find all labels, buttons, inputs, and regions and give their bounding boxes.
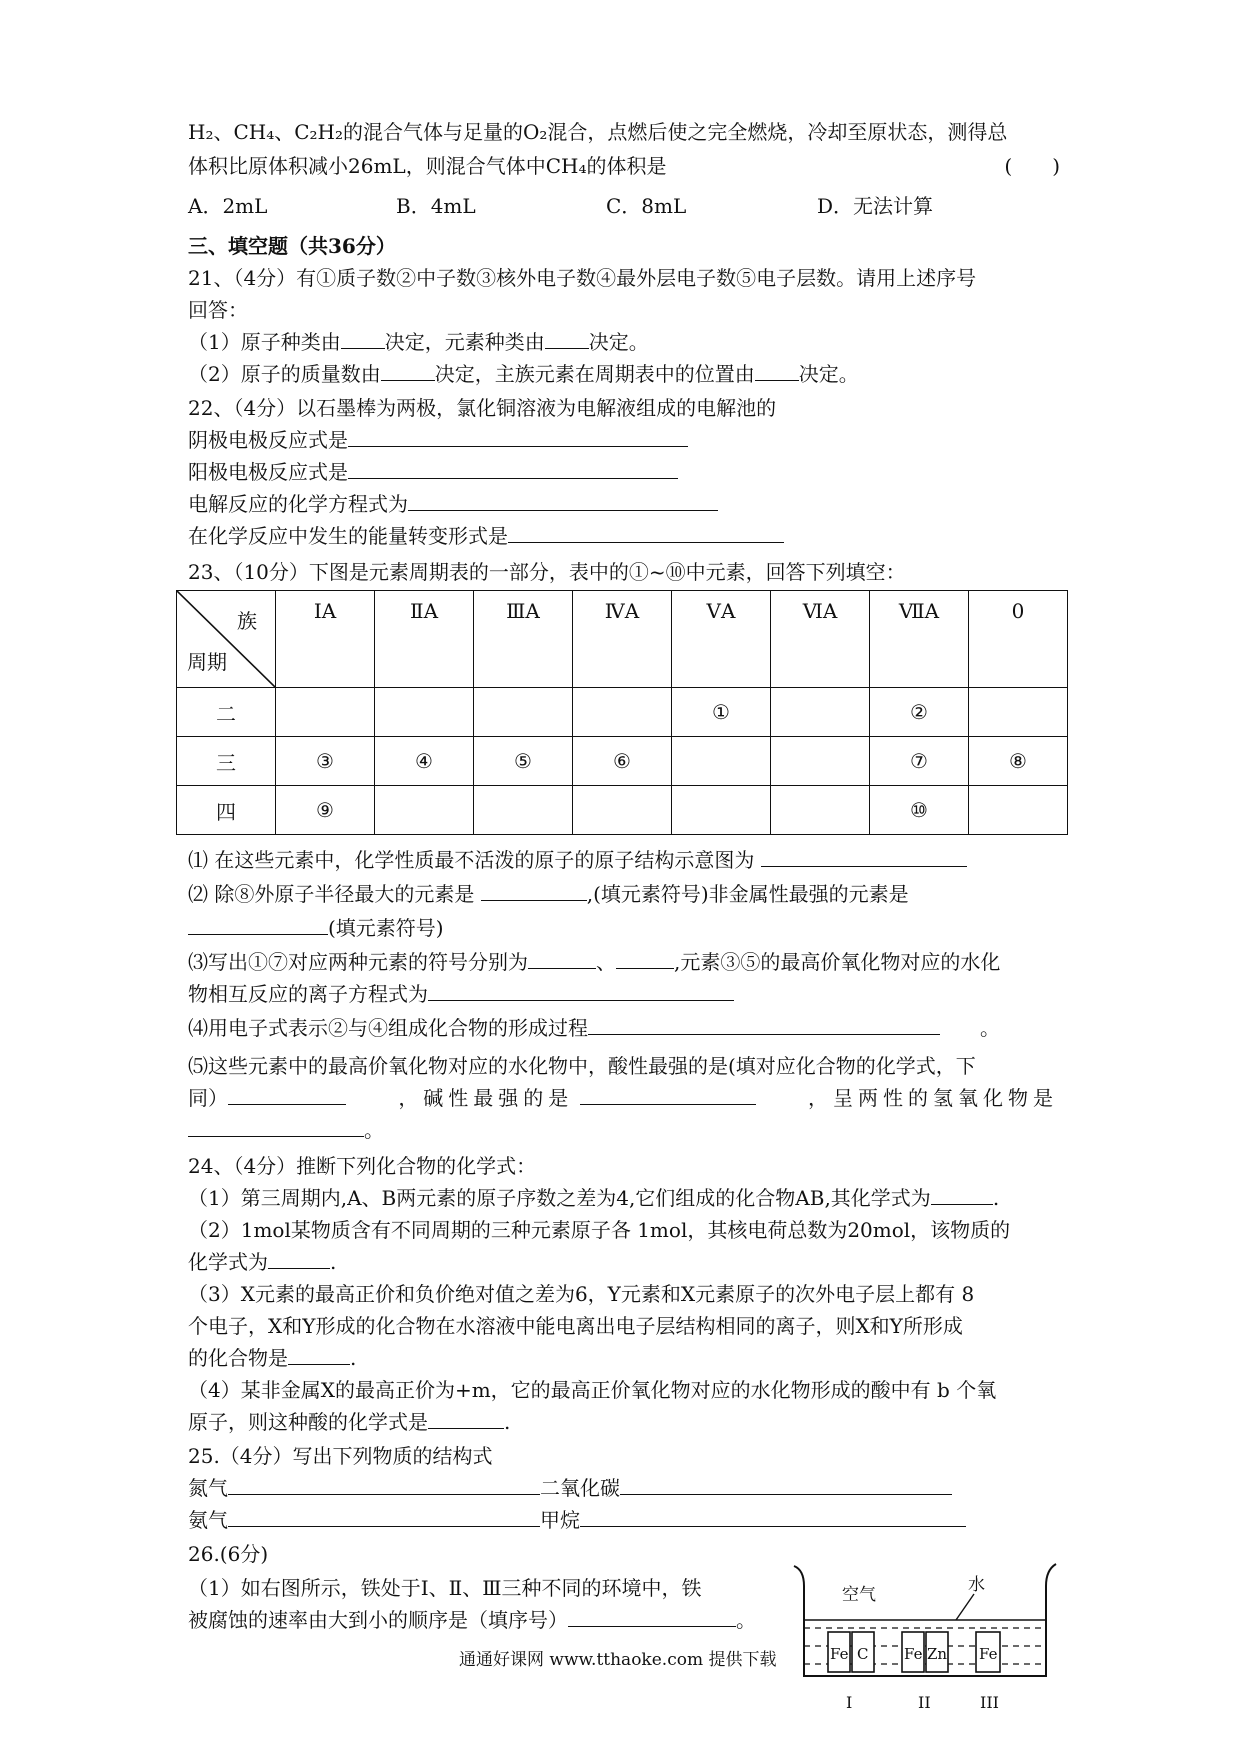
period-label: 四: [177, 786, 276, 835]
q22-l3-text: 电解反应的化学方程式为: [188, 492, 408, 516]
answer-blank[interactable]: [348, 458, 678, 479]
table-corner-cell: [177, 591, 276, 688]
group-header: [969, 591, 1068, 688]
table-cell: [474, 786, 573, 835]
table-cell: ①: [672, 688, 771, 737]
q23-sub-2b: [188, 914, 444, 942]
q26-l2-end: 。: [736, 1608, 756, 1632]
q21-p2-text-b: 决定，主族元素在周期表中的位置由: [434, 362, 755, 386]
q23-s4-text: ⑷用电子式表示②与④组成化合物的形成过程: [188, 1016, 588, 1040]
answer-blank[interactable]: [755, 360, 799, 381]
q24-part-3c: [188, 1344, 356, 1372]
section-heading: 三、填空题（共36分）: [188, 234, 396, 258]
q23-sub-3: [188, 948, 1000, 976]
q23-sub-4: [188, 1014, 1000, 1042]
answer-blank[interactable]: [588, 1014, 940, 1035]
table-row: [177, 737, 1068, 786]
electrode-c: C: [857, 1645, 869, 1663]
group-header: [276, 591, 375, 688]
table-cell: ②: [870, 688, 969, 737]
q22-l1-text: 阴极电极反应式是: [188, 428, 348, 452]
q21-p1-text-a: （1）原子种类由: [188, 330, 341, 354]
answer-blank[interactable]: [620, 1474, 952, 1495]
q23-s3-text-b: 、: [596, 950, 616, 974]
header-group-label: 族: [237, 609, 257, 633]
q25-stem: 25.（4分）写出下列物质的结构式: [188, 1444, 493, 1468]
period-label: 三: [177, 737, 276, 786]
q23-s3-text-d: 物相互反应的离子方程式为: [188, 982, 428, 1006]
q23-s2-text-c: (填元素符号): [328, 916, 444, 940]
answer-blank[interactable]: [568, 1606, 736, 1627]
q24-p3-text: 的化合物是: [188, 1346, 288, 1370]
corrosion-beaker-figure: [790, 1556, 1060, 1728]
group-label: 0: [1011, 599, 1025, 623]
q22-line-2: [188, 458, 678, 486]
table-cell: [474, 688, 573, 737]
answer-blank[interactable]: [381, 360, 435, 381]
q20-line-2: [188, 152, 1060, 180]
group-label: ⅦA: [898, 599, 940, 623]
q21-stem-2: 回答：: [188, 298, 248, 322]
answer-blank[interactable]: [268, 1248, 330, 1269]
header-period-label: 周期: [187, 650, 227, 674]
table-cell: [276, 688, 375, 737]
q21-p1-text-b: 决定，元素种类由: [384, 330, 545, 354]
q23-s5-text-c: ，碱性最强的是: [398, 1086, 574, 1110]
group-label: ⅤA: [706, 599, 736, 623]
table-cell: ⑤: [474, 737, 573, 786]
q23-s2-text-b: ,(填元素符号)非金属性最强的元素是: [586, 882, 909, 906]
option-d: D．无法计算: [817, 194, 934, 218]
periodic-table: [176, 590, 1068, 835]
group-header: [771, 591, 870, 688]
table-cell: [771, 737, 870, 786]
table-cell: [969, 786, 1068, 835]
q24-p2-end: .: [330, 1250, 337, 1274]
q25-label-nitrogen: 氮气: [188, 1476, 228, 1500]
group-label: ⅠA: [313, 599, 337, 623]
electrode-zn: Zn: [927, 1645, 948, 1663]
q26-l2-text: 被腐蚀的速率由大到小的顺序是（填序号）: [188, 1608, 568, 1632]
table-cell: [672, 786, 771, 835]
table-cell: [771, 688, 870, 737]
q24-stem: 24、（4分）推断下列化合物的化学式：: [188, 1154, 537, 1178]
q25-label-ammonia: 氨气: [188, 1508, 228, 1532]
table-cell: ④: [375, 737, 474, 786]
q22-line-3: [188, 490, 718, 518]
electrode-fe-2: Fe: [904, 1645, 923, 1663]
answer-blank[interactable]: [580, 1084, 756, 1105]
table-cell: [573, 688, 672, 737]
period-label: 二: [177, 688, 276, 737]
group-header: [870, 591, 969, 688]
q23-s5-part-3: [808, 1084, 1058, 1112]
q24-p1-text: （1）第三周期内,A、B两元素的原子序数之差为4,它们组成的化合物AB,其化学式为: [188, 1186, 931, 1210]
table-cell: [969, 688, 1068, 737]
answer-blank[interactable]: [288, 1344, 350, 1365]
group-header: [375, 591, 474, 688]
q21-p2-text-c: 决定。: [798, 362, 859, 386]
table-header-row: [177, 591, 1068, 688]
answer-blank[interactable]: [528, 948, 596, 969]
q23-sub-1: [188, 846, 967, 874]
q22-stem: 22、（4分）以石墨棒为两极，氯化铜溶液为电解液组成的电解池的: [188, 396, 777, 420]
q23-sub-5b: [188, 1084, 1058, 1112]
q23-s3-text-a: ⑶写出①⑦对应两种元素的符号分别为: [188, 950, 528, 974]
q24-p2-text: 化学式为: [188, 1250, 268, 1274]
q22-line-1: [188, 426, 688, 454]
q22-l2-text: 阳极电极反应式是: [188, 460, 348, 484]
q24-part-1: [188, 1184, 999, 1212]
answer-blank[interactable]: [228, 1084, 346, 1105]
group-header: [573, 591, 672, 688]
option-b: B．4mL: [396, 194, 476, 218]
setup-label-3: III: [980, 1693, 999, 1712]
q21-p1-text-c: 决定。: [588, 330, 649, 354]
group-label: ⅢA: [506, 599, 540, 623]
answer-blank[interactable]: [428, 1408, 504, 1429]
q23-sub-2: [188, 880, 909, 908]
answer-blank[interactable]: [348, 426, 688, 447]
q23-s5-end: 。: [364, 1118, 384, 1142]
q24-part-3: （3）X元素的最高正价和负价绝对值之差为6，Y元素和X元素原子的次外电子层上都有 8: [188, 1282, 975, 1306]
q22-l4-text: 在化学反应中发生的能量转变形式是: [188, 524, 508, 548]
q23-s3-text-c: ,元素③⑤的最高价氧化物对应的水化: [674, 950, 1001, 974]
q20-line-1: H₂、CH₄、C₂H₂的混合气体与足量的O₂混合，点燃后使之完全燃烧，冷却至原状态，测得总: [188, 120, 1008, 144]
q20-line-2-text: 体积比原体积减小26mL，则混合气体中CH₄的体积是: [188, 154, 667, 178]
air-label: 空气: [842, 1585, 876, 1605]
q23-s4-end: 。: [980, 1016, 1000, 1040]
table-cell: ⑦: [870, 737, 969, 786]
answer-blank[interactable]: [428, 980, 734, 1001]
option-a: A．2mL: [188, 194, 268, 218]
answer-blank[interactable]: [228, 1474, 540, 1495]
table-cell: ⑥: [573, 737, 672, 786]
q21-part-2: [188, 360, 859, 388]
answer-blank[interactable]: [481, 880, 587, 901]
answer-blank[interactable]: [761, 846, 967, 867]
option-c: C．8mL: [606, 194, 687, 218]
answer-blank[interactable]: [228, 1506, 540, 1527]
q23-s5-part-2: [398, 1084, 755, 1112]
q26-line-2: [188, 1606, 756, 1634]
q21-part-1: [188, 328, 649, 356]
table-cell: [771, 786, 870, 835]
q24-p3-end: .: [350, 1346, 357, 1370]
table-cell: ⑨: [276, 786, 375, 835]
table-cell: ⑧: [969, 737, 1068, 786]
q22-line-4: [188, 522, 784, 550]
group-label: ⅥA: [802, 599, 838, 623]
answer-bracket: ( ): [1004, 154, 1060, 178]
answer-blank[interactable]: [408, 490, 718, 511]
q23-s5-text-d: ，呈两性的氢氧化物是: [807, 1086, 1058, 1110]
group-label: ⅣA: [604, 599, 640, 623]
electrode-fe-3: Fe: [979, 1645, 998, 1663]
answer-blank[interactable]: [931, 1184, 993, 1205]
answer-blank[interactable]: [616, 948, 674, 969]
q24-p4-end: .: [504, 1410, 511, 1434]
group-header: [672, 591, 771, 688]
q23-s1-text: ⑴ 在这些元素中，化学性质最不活泼的原子的原子结构示意图为: [188, 848, 755, 872]
q25-label-co2: 二氧化碳: [540, 1476, 620, 1500]
q24-part-4: （4）某非金属X的最高正价为+m，它的最高正价氧化物对应的水化物形成的酸中有 b 个氧: [188, 1378, 997, 1402]
table-row: [177, 688, 1068, 737]
electrode-fe-1: Fe: [830, 1645, 849, 1663]
water-label: 水: [968, 1575, 985, 1595]
group-label: ⅡA: [409, 599, 439, 623]
q21-stem-1: 21、（4分）有①质子数②中子数③核外电子数④最外层电子数⑤电子层数。请用上述序号: [188, 266, 977, 290]
q26-stem: 26.(6分): [188, 1542, 269, 1566]
answer-blank[interactable]: [188, 1116, 364, 1137]
answer-blank[interactable]: [580, 1506, 966, 1527]
q24-part-3b: 个电子，X和Y形成的化合物在水溶液中能电离出电子层结构相同的离子，则X和Y所形成: [188, 1314, 963, 1338]
table-cell: [375, 688, 474, 737]
setup-label-2: II: [918, 1693, 931, 1712]
q23-sub-3b: [188, 980, 734, 1008]
q25-label-methane: 甲烷: [540, 1508, 580, 1532]
table-cell: ⑩: [870, 786, 969, 835]
q23-s2-text-a: ⑵ 除⑧外原子半径最大的元素是: [188, 882, 475, 906]
q24-p4-text: 原子，则这种酸的化学式是: [188, 1410, 428, 1434]
q23-stem: 23、（10分）下图是元素周期表的一部分，表中的①~⑩中元素，回答下列填空：: [188, 560, 906, 584]
table-cell: [672, 737, 771, 786]
q24-part-2: （2）1mol某物质含有不同周期的三种元素原子各 1mol，其核电荷总数为20mol，该物质的: [188, 1218, 1011, 1242]
q23-s5-part-1: [188, 1084, 346, 1112]
q23-sub-5c: [188, 1116, 384, 1144]
footer-credit: 通通好课网 www.tthaoke.com 提供下载: [459, 1650, 777, 1670]
q23-sub-5: ⑸这些元素中的最高价氧化物对应的水化物中，酸性最强的是(填对应化合物的化学式，下: [188, 1054, 976, 1078]
answer-blank[interactable]: [508, 522, 784, 543]
table-cell: ③: [276, 737, 375, 786]
q26-line-1: （1）如右图所示，铁处于Ⅰ、Ⅱ、Ⅲ三种不同的环境中，铁: [188, 1576, 702, 1600]
setup-label-1: I: [846, 1693, 853, 1712]
table-cell: [573, 786, 672, 835]
q25-row-1: [188, 1474, 952, 1502]
table-cell: [375, 786, 474, 835]
q25-row-2: [188, 1506, 966, 1534]
q23-s5-text-b: 同）: [188, 1086, 228, 1110]
q24-p1-end: .: [992, 1186, 1000, 1210]
q21-p2-text-a: （2）原子的质量数由: [188, 362, 381, 386]
answer-blank[interactable]: [188, 914, 328, 935]
table-row: [177, 786, 1068, 835]
answer-blank[interactable]: [545, 328, 589, 349]
answer-blank[interactable]: [341, 328, 385, 349]
group-header: [474, 591, 573, 688]
q24-part-2b: [188, 1248, 336, 1276]
q24-part-4b: [188, 1408, 510, 1436]
